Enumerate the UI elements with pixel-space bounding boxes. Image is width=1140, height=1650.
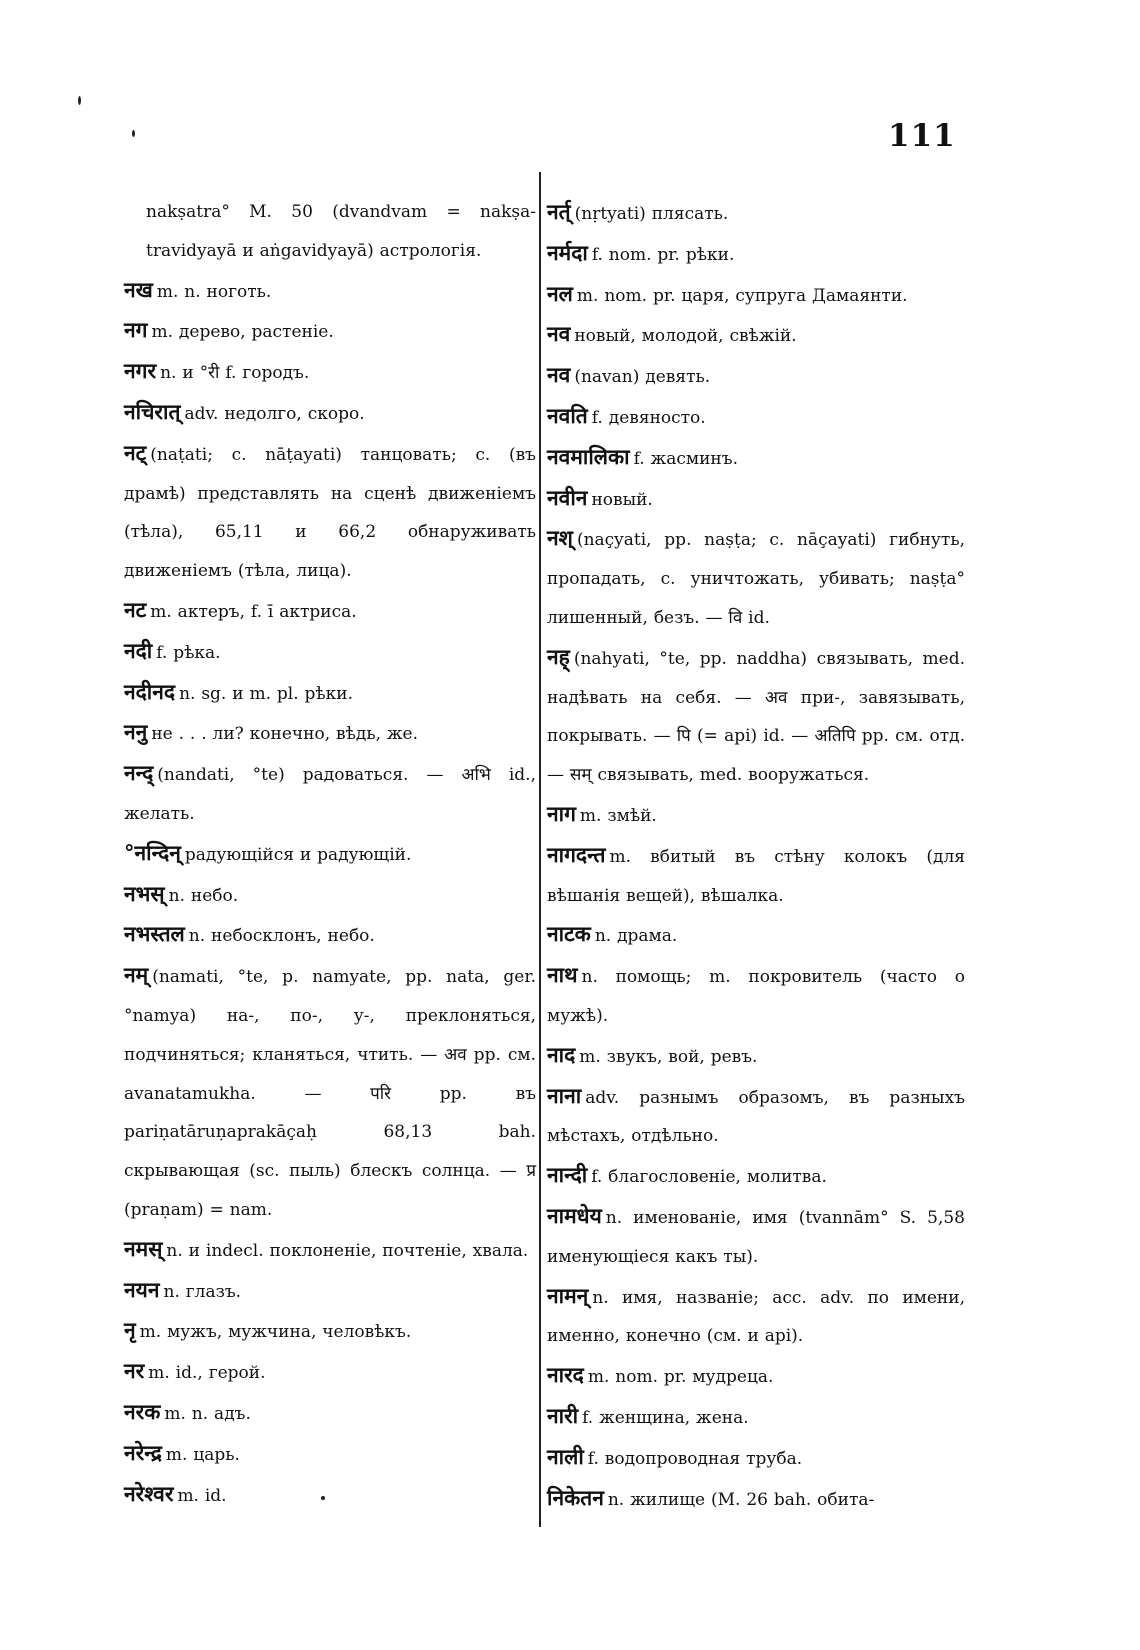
entry-definition: m. царь. — [165, 1444, 240, 1465]
dictionary-entry — [547, 397, 965, 438]
entry-definition: m. дерево, растеніе. — [151, 322, 334, 343]
dictionary-entry — [547, 795, 965, 836]
entry-headword: नट् — [124, 439, 147, 465]
entry-headword: नग — [124, 317, 148, 343]
dictionary-entry — [124, 834, 536, 875]
dictionary-entry — [124, 1271, 536, 1312]
entry-headword: नर — [124, 1358, 145, 1384]
entry-definition: f. жасминъ. — [633, 448, 738, 469]
entry-headword: नव — [547, 362, 571, 388]
entry-headword: नवमालिका — [547, 443, 630, 469]
entry-definition: n. именованіе, имя (tvannām° S. 5,58 именующіеся какъ ты). — [547, 1207, 965, 1267]
entry-headword: नह् — [547, 643, 570, 669]
dictionary-entry — [124, 1352, 536, 1393]
dictionary-entry — [124, 434, 536, 591]
dictionary-entry — [547, 638, 965, 795]
dictionary-entry — [547, 956, 965, 1036]
entry-definition: adv. разнымъ образомъ, въ разныхъ мѣстахъ, отдѣльно. — [547, 1087, 965, 1147]
entry-headword: नामधेय — [547, 1202, 602, 1228]
dictionary-entry — [547, 479, 965, 520]
entry-headword: नट — [124, 596, 147, 622]
dictionary-entry — [547, 315, 965, 356]
entry-definition: f. девяносто. — [591, 407, 706, 428]
dictionary-entry — [124, 915, 536, 956]
right-column — [547, 193, 965, 1519]
entry-headword: नव — [547, 321, 571, 347]
dictionary-entry — [124, 956, 536, 1230]
entry-definition: n. имя, названіе; acc. adv. по имени, именно, конечно (см. и api). — [547, 1287, 965, 1347]
dictionary-entry — [124, 193, 536, 271]
entry-definition: m. актеръ, f. ī актриса. — [150, 601, 357, 622]
entry-headword: नवीन — [547, 484, 588, 510]
entry-headword: नरेन्द्र — [124, 1439, 162, 1465]
entry-definition: m. nom. pr. царя, супруга Дамаянти. — [576, 285, 908, 306]
entry-headword: नयन — [124, 1276, 160, 1302]
entry-definition: (naṭati; c. nāṭayati) танцовать; c. (въ драмѣ) представлять на сценѣ движеніемъ (тѣла), 65,11 и 66,2 обнаруживать движеніемъ (тѣла, лица). — [124, 444, 536, 582]
dictionary-entry — [124, 875, 536, 916]
dictionary-entry — [547, 1036, 965, 1077]
entry-headword: नारद — [547, 1362, 584, 1388]
dictionary-entry — [547, 519, 965, 637]
entry-definition: f. рѣка. — [156, 642, 221, 663]
entry-headword: नर्मदा — [547, 239, 588, 265]
dictionary-entry — [124, 713, 536, 754]
entry-definition: m. звукъ, вой, ревъ. — [579, 1046, 758, 1067]
entry-definition: nakṣatra° M. 50 (dvandvam = nakṣa-travidyayā и aṅgavidyayā) астрологія. — [146, 202, 536, 261]
dictionary-entry — [124, 393, 536, 434]
entry-definition: (namati, °te, p. namyate, pp. nata, ger. °namya) на-, по-, у-, преклоняться, подчиняться; кланяться, чтить. — अव pp. см. avanatamukha. — परि pp. въ pariṇatāruṇaprakāçaḥ 68,13 bah. скрывающая (sc. пыль) блескъ солнца. — प्र (praṇam) = nam. — [124, 967, 536, 1220]
dictionary-entry — [124, 632, 536, 673]
dictionary-entry — [547, 193, 965, 234]
dictionary-entry — [547, 836, 965, 916]
page-number: 111 — [888, 118, 956, 154]
entry-definition: новый, молодой, свѣжій. — [574, 326, 797, 347]
dictionary-entry — [124, 352, 536, 393]
entry-headword: नरक — [124, 1398, 161, 1424]
entry-definition: m. вбитый въ стѣну колокъ (для вѣшанія вещей), вѣшалка. — [547, 846, 965, 906]
entry-definition: n. помощь; m. покровитель (часто о мужѣ). — [547, 967, 965, 1026]
entry-headword: नश् — [547, 525, 573, 551]
entry-definition: (nṛtyati) плясать. — [574, 204, 729, 224]
dictionary-entry — [124, 1434, 536, 1475]
entry-definition: m. змѣй. — [579, 805, 657, 826]
entry-definition: новый. — [591, 489, 653, 510]
entry-headword: नाथ — [547, 962, 578, 988]
dictionary-entry — [547, 234, 965, 275]
entry-definition: n. sg. и m. pl. рѣки. — [179, 683, 354, 704]
entry-headword: नाद — [547, 1041, 576, 1067]
entry-definition: m. n. ноготь. — [156, 281, 272, 302]
entry-headword: नचिरात् — [124, 398, 181, 424]
dictionary-entry — [547, 915, 965, 956]
entry-definition: f. nom. pr. рѣки. — [591, 244, 735, 265]
entry-headword: नारी — [547, 1402, 579, 1428]
dictionary-entry — [547, 1277, 965, 1357]
dictionary-entry — [124, 1311, 536, 1352]
entry-definition: не . . . ли? конечно, вѣдь, же. — [151, 724, 418, 745]
entry-definition: adv. недолго, скоро. — [184, 403, 365, 424]
entry-headword: °नन्दिन् — [124, 839, 181, 865]
entry-headword: नभस् — [124, 880, 165, 906]
entry-definition: (nandati, °te) радоваться. — अभि id., желать. — [124, 765, 536, 824]
dictionary-entry — [124, 1475, 536, 1516]
entry-definition: радующійся и радующій. — [184, 844, 412, 865]
print-speck — [132, 130, 135, 137]
dictionary-entry — [124, 673, 536, 714]
entry-headword: नर्त् — [547, 199, 571, 224]
dictionary-entry — [547, 1397, 965, 1438]
entry-headword: नरेश्वर — [124, 1480, 174, 1506]
entry-headword: नाली — [547, 1443, 584, 1469]
entry-headword: नभस्तल — [124, 921, 185, 947]
entry-definition: m. id. — [177, 1485, 227, 1506]
entry-definition: m. мужъ, мужчина, человѣкъ. — [139, 1322, 412, 1343]
dictionary-entry — [124, 1393, 536, 1434]
entry-definition: n. глазъ. — [163, 1281, 242, 1302]
entry-definition: (navan) девять. — [574, 367, 711, 388]
dictionary-entry — [547, 1356, 965, 1397]
entry-headword: नम् — [124, 962, 149, 988]
entry-headword: नाना — [547, 1082, 582, 1108]
entry-headword: निकेतन — [547, 1484, 604, 1510]
dictionary-entry — [547, 1438, 965, 1479]
entry-headword: नन्द् — [124, 760, 154, 786]
dictionary-entry — [547, 1197, 965, 1277]
dictionary-entry — [124, 311, 536, 352]
entry-headword: नल — [547, 280, 573, 306]
entry-definition: n. небо. — [168, 885, 239, 906]
dictionary-entry — [547, 438, 965, 479]
column-divider — [539, 172, 541, 1527]
entry-headword: नागदन्त — [547, 841, 606, 867]
entry-headword: नान्दी — [547, 1162, 588, 1188]
dictionary-entry — [547, 356, 965, 397]
entry-definition: f. водопроводная труба. — [587, 1448, 803, 1469]
entry-headword: नमस् — [124, 1235, 163, 1261]
entry-headword: नाटक — [547, 921, 591, 947]
dictionary-entry — [547, 275, 965, 316]
entry-definition: n. жилище (M. 26 bah. обита- — [607, 1489, 875, 1510]
entry-definition: f. благословеніе, молитва. — [591, 1167, 827, 1188]
entry-definition: (nahyati, °te, pp. naddha) связывать, med. надѣвать на себя. — अव при-, завязывать, покрывать. — पि (= api) id. — अतिपि pp. см. отд. — सम् связывать, med. вооружаться. — [547, 648, 965, 786]
entry-definition: m. nom. pr. мудреца. — [587, 1367, 774, 1388]
entry-headword: नदी — [124, 637, 153, 663]
entry-headword: नदीनद — [124, 678, 176, 704]
entry-definition: (naçyati, pp. naṣṭa; c. nāçayati) гибнуть, пропадать, c. уничтожать, убивать; naṣṭa° лишенный, безъ. — वि id. — [547, 530, 965, 628]
dictionary-entry — [124, 271, 536, 312]
dictionary-entry — [124, 754, 536, 834]
dictionary-entry — [547, 1077, 965, 1157]
entry-headword: नृ — [124, 1317, 136, 1343]
entry-definition: m. n. адъ. — [164, 1403, 251, 1424]
entry-definition: n. и °री f. городъ. — [160, 363, 310, 384]
entry-headword: नगर — [124, 358, 157, 384]
entry-definition: n. и indecl. поклоненіе, почтеніе, хвала. — [166, 1240, 529, 1261]
dictionary-entry — [547, 1156, 965, 1197]
dictionary-entry — [547, 1479, 965, 1520]
left-column — [124, 193, 536, 1515]
entry-definition: m. id., герой. — [148, 1363, 266, 1384]
entry-headword: नामन् — [547, 1282, 589, 1308]
entry-headword: नवति — [547, 402, 588, 428]
dictionary-entry — [124, 1230, 536, 1271]
dictionary-entry — [124, 591, 536, 632]
entry-definition: n. драма. — [594, 926, 678, 947]
entry-headword: नख — [124, 276, 153, 302]
print-speck — [78, 96, 81, 105]
entry-definition: f. женщина, жена. — [582, 1407, 749, 1428]
entry-headword: ननु — [124, 719, 148, 745]
entry-headword: नाग — [547, 800, 576, 826]
entry-definition: n. небосклонъ, небо. — [188, 926, 375, 947]
